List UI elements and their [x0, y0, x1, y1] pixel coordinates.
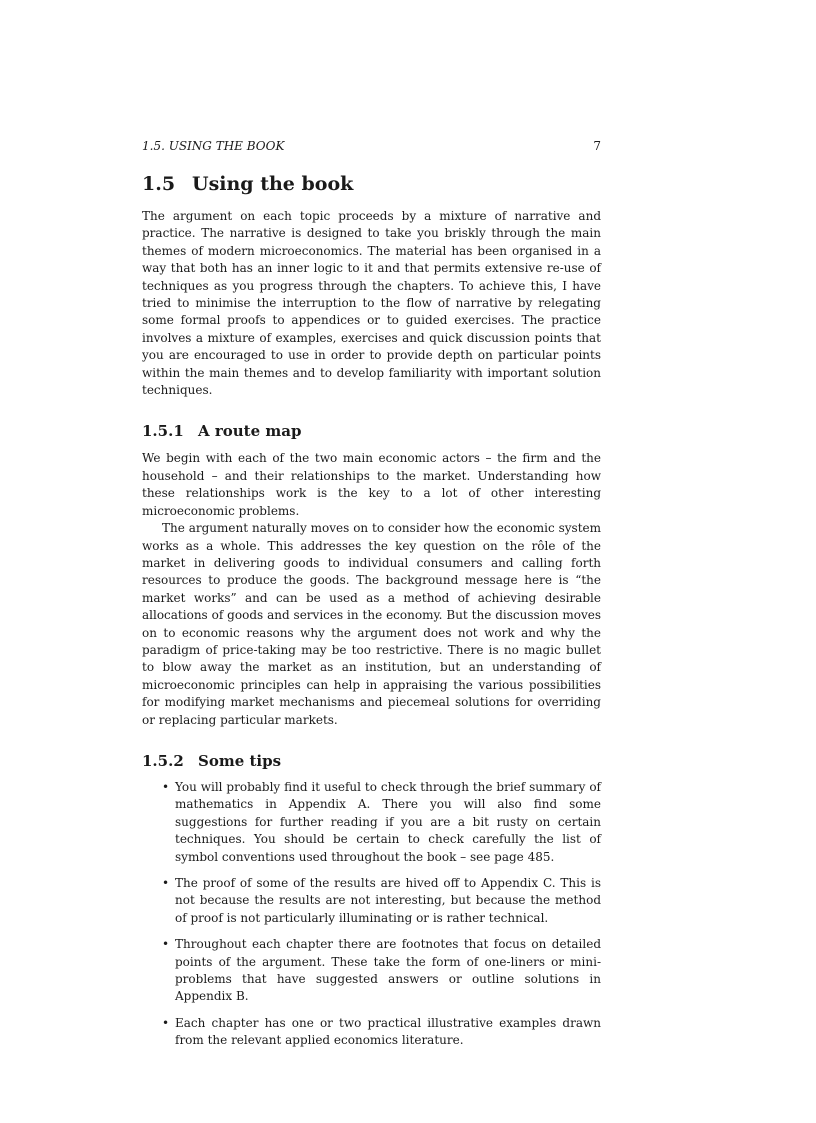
list-item [142, 936, 601, 1006]
tip-text: Throughout each chapter there are footnotes that focus on detailed points of the argument. These take the form of one-liners or mini-problems that have suggested answers or outline solutions in Appendix B. [175, 937, 601, 1004]
section-number: 1.5 [142, 173, 176, 195]
subsection-heading-route-map [142, 421, 601, 441]
subsection-number: 1.5.1 [142, 422, 184, 441]
list-item [142, 779, 601, 866]
route-map-paragraph-1: We begin with each of the two main economic actors – the firm and the household – and their relationships to the market. Understanding how these relationships work is the key to a lot of other interesting microeconomic problems. [142, 451, 601, 518]
tips-list [142, 779, 601, 1050]
book-page [142, 138, 601, 1059]
bullet-icon: • [162, 779, 170, 794]
bullet-icon: • [162, 1015, 170, 1030]
tip-text: You will probably find it useful to check through the brief summary of mathematics in Appendix A. There you will also find some suggestions for further reading if you are a bit rusty on certain techniques. You should be certain to check carefully the list of symbol conventions used throughout the book – see page 485. [175, 779, 601, 864]
subsection-title: A route map [198, 422, 302, 441]
subsection-number: 1.5.2 [142, 751, 184, 770]
subsection-title: Some tips [198, 751, 282, 770]
bullet-icon: • [162, 876, 170, 890]
tip-text: The proof of some of the results are hived off to Appendix C. This is not because the results are not interesting, but because the method of proof is not particularly illuminating or is rather technical. [175, 876, 601, 925]
bullet-icon: • [162, 937, 170, 952]
subsection-heading-tips [142, 751, 601, 771]
list-item [142, 875, 601, 927]
section-intro-paragraph: The argument on each topic proceeds by a mixture of narrative and practice. The narrative is designed to take you briskly through the main themes of modern microeconomics. The material has been organised in a way that both has an inner logic to it and that permits extensive re-use of techniques as you progress through the chapters. To achieve this, I have tried to minimise the interruption to the flow of narrative by relegating some formal proofs to appendices or to guided exercises. The practice involves a mixture of examples, exercises and quick discussion points that you are encouraged to use in order to provide depth on particular points within the main themes and to develop familiarity with important solution techniques. [142, 209, 601, 398]
running-title: 1.5. USING THE BOOK [142, 139, 285, 153]
route-map-paragraph-2: The argument naturally moves on to consider how the economic system works as a whole. This addresses the key question on the rôle of the market in delivering goods to individual consumers and calling forth resources to produce the goods. The background message here is “the market works” and can be used as a method of achieving desirable allocations of goods and services in the economy. But the discussion moves on to economic reasons why the argument does not work and why the paradigm of price-taking may be too restrictive. There is no magic bullet to blow away the market as an institution, but an understanding of microeconomic principles can help in appraising the various possibilities for modifying market mechanisms and piecemeal solutions for overriding or replacing particular markets. [142, 521, 601, 727]
running-header [142, 138, 601, 154]
page-number: 7 [593, 139, 601, 153]
section-title: Using the book [192, 173, 354, 195]
list-item [142, 1015, 601, 1050]
tip-text: Each chapter has one or two practical illustrative examples drawn from the relevant applied economics literature. [175, 1015, 601, 1048]
section-heading [142, 172, 601, 196]
